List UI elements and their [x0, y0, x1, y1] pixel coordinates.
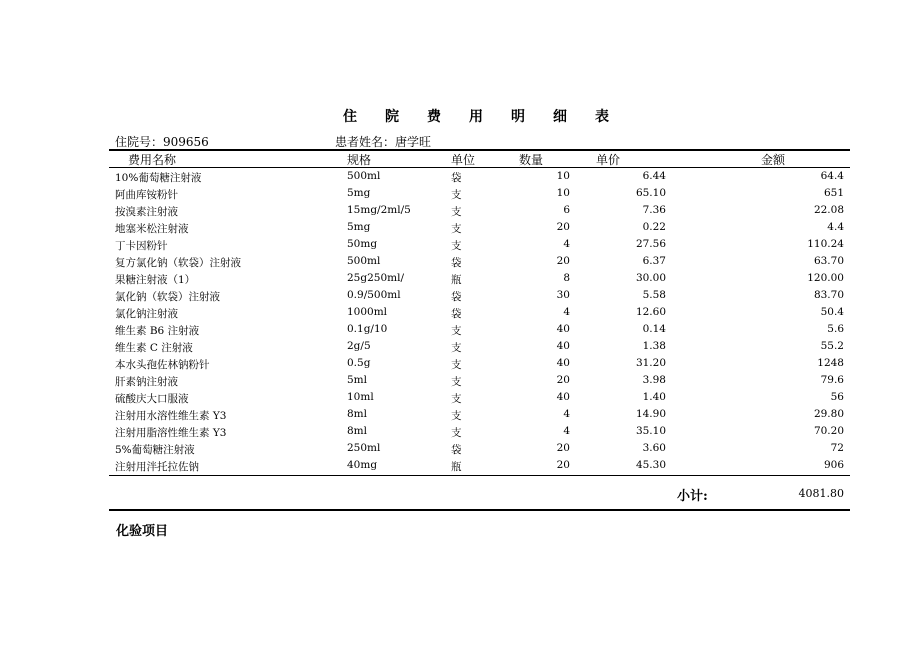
fee-qty: 40: [556, 357, 570, 369]
fee-spec: 0.1g/10: [347, 323, 388, 335]
fee-spec: 1000ml: [347, 306, 388, 318]
fee-name: 丁卡因粉针: [115, 240, 168, 252]
fee-qty: 20: [556, 255, 570, 267]
table-row: [109, 459, 850, 476]
fee-unit: 支: [451, 393, 462, 405]
fee-price: 45.30: [635, 459, 666, 471]
hospital-number: 住院号：909656: [115, 135, 209, 149]
fee-spec: 500ml: [347, 255, 381, 267]
fee-qty: 4: [563, 238, 570, 250]
fee-price: 0.22: [642, 221, 666, 233]
lab-items-section-title: 化验项目: [116, 524, 169, 539]
table-row: [109, 170, 850, 187]
fee-unit: 支: [451, 427, 462, 439]
fee-name: 复方氯化钠（软袋）注射液: [115, 257, 241, 269]
header-top-rule: [109, 149, 850, 151]
table-row: [109, 391, 850, 408]
fee-name: 5%葡萄糖注射液: [115, 444, 195, 456]
fee-name: 维生素 B6 注射液: [115, 325, 200, 337]
fee-amount: 63.70: [813, 255, 844, 267]
table-row: [109, 442, 850, 459]
fee-unit: 袋: [451, 444, 462, 456]
fee-unit: 袋: [451, 291, 462, 303]
fee-unit: 支: [451, 410, 462, 422]
fee-name: 硫酸庆大口服液: [115, 393, 189, 405]
fee-qty: 40: [556, 391, 570, 403]
fee-name: 肝素钠注射液: [115, 376, 178, 388]
fee-name: 10%葡萄糖注射液: [115, 172, 202, 184]
fee-spec: 0.5g: [347, 357, 371, 369]
table-row: [109, 289, 850, 306]
fee-amount: 5.6: [827, 323, 844, 335]
header-price: 单价: [596, 153, 621, 167]
fee-amount: 4.4: [827, 221, 844, 233]
fee-price: 27.56: [635, 238, 666, 250]
fee-qty: 20: [556, 442, 570, 454]
fee-amount: 79.6: [820, 374, 844, 386]
table-row: [109, 187, 850, 204]
fee-unit: 支: [451, 342, 462, 354]
fee-unit: 瓶: [451, 274, 462, 286]
fee-qty: 10: [556, 187, 570, 199]
fee-qty: 4: [563, 408, 570, 420]
header-spec: 规格: [347, 153, 372, 167]
fee-unit: 支: [451, 359, 462, 371]
fee-qty: 20: [556, 374, 570, 386]
fee-spec: 50mg: [347, 238, 378, 250]
fee-price: 3.98: [642, 374, 666, 386]
fee-qty: 4: [563, 425, 570, 437]
fee-spec: 0.9/500ml: [347, 289, 401, 301]
table-row: [109, 374, 850, 391]
table-row: [109, 221, 850, 238]
fee-name: 氯化钠（软袋）注射液: [115, 291, 220, 303]
fee-qty: 10: [556, 170, 570, 182]
fee-amount: 70.20: [813, 425, 844, 437]
fee-spec: 5mg: [347, 221, 371, 233]
table-row: [109, 255, 850, 272]
header-unit: 单位: [451, 153, 476, 167]
table-row: [109, 306, 850, 323]
fee-spec: 250ml: [347, 442, 381, 454]
fee-spec: 2g/5: [347, 340, 371, 352]
subtotal-rule: [109, 509, 850, 511]
fee-qty: 8: [563, 272, 570, 284]
fee-name: 注射用泮托拉佐钠: [115, 461, 199, 473]
table-row: [109, 323, 850, 340]
fee-amount: 72: [830, 442, 844, 454]
fee-price: 14.90: [635, 408, 666, 420]
fee-spec: 15mg/2ml/5: [347, 204, 411, 216]
fee-unit: 支: [451, 189, 462, 201]
page-title: 住院费用明细表: [343, 109, 637, 125]
table-row: [109, 408, 850, 425]
fee-amount: 906: [823, 459, 844, 471]
fee-price: 12.60: [635, 306, 666, 318]
fee-name: 维生素 C 注射液: [115, 342, 193, 354]
table-row: [109, 204, 850, 221]
fee-unit: 支: [451, 223, 462, 235]
fee-spec: 40mg: [347, 459, 378, 471]
fee-unit: 袋: [451, 308, 462, 320]
fee-unit: 支: [451, 206, 462, 218]
fee-price: 5.58: [642, 289, 666, 301]
fee-price: 35.10: [635, 425, 666, 437]
table-row: [109, 357, 850, 374]
fee-spec: 500ml: [347, 170, 381, 182]
fee-price: 6.44: [642, 170, 666, 182]
fee-name: 注射用脂溶性维生素 Y3: [115, 427, 227, 439]
fee-name: 果糖注射液（1）: [115, 274, 196, 286]
fee-spec: 10ml: [347, 391, 374, 403]
fee-qty: 40: [556, 340, 570, 352]
fee-unit: 支: [451, 325, 462, 337]
header-amount: 金额: [761, 153, 786, 167]
fee-name: 地塞米松注射液: [115, 223, 189, 235]
fee-name: 阿曲库铵粉针: [115, 189, 178, 201]
fee-price: 0.14: [642, 323, 666, 335]
fee-amount: 22.08: [813, 204, 844, 216]
fee-amount: 64.4: [820, 170, 844, 182]
fee-price: 3.60: [642, 442, 666, 454]
fee-name: 氯化钠注射液: [115, 308, 178, 320]
subtotal-label: 小计:: [677, 489, 708, 504]
fee-amount: 83.70: [813, 289, 844, 301]
fee-amount: 120.00: [807, 272, 844, 284]
table-row: [109, 340, 850, 357]
table-row: [109, 425, 850, 442]
fee-amount: 50.4: [820, 306, 844, 318]
fee-unit: 袋: [451, 257, 462, 269]
fee-spec: 8ml: [347, 408, 367, 420]
fee-amount: 55.2: [820, 340, 844, 352]
fee-qty: 4: [563, 306, 570, 318]
table-row: [109, 238, 850, 255]
fee-price: 6.37: [642, 255, 666, 267]
fee-unit: 支: [451, 376, 462, 388]
fee-qty: 6: [563, 204, 570, 216]
fee-amount: 110.24: [807, 238, 844, 250]
subtotal-value: 4081.80: [798, 487, 844, 500]
fee-qty: 30: [556, 289, 570, 301]
table-bottom-rule: [109, 475, 850, 476]
fee-qty: 40: [556, 323, 570, 335]
fee-amount: 29.80: [813, 408, 844, 420]
fee-unit: 支: [451, 240, 462, 252]
fee-price: 30.00: [635, 272, 666, 284]
fee-price: 1.40: [642, 391, 666, 403]
fee-name: 本水头孢佐林钠粉针: [115, 359, 210, 371]
fee-spec: 5ml: [347, 374, 367, 386]
fee-qty: 20: [556, 221, 570, 233]
fee-name: 注射用水溶性维生素 Y3: [115, 410, 227, 422]
fee-qty: 20: [556, 459, 570, 471]
patient-name: 患者姓名：唐学旺: [335, 135, 432, 149]
fee-spec: 8ml: [347, 425, 367, 437]
fee-spec: 5mg: [347, 187, 371, 199]
fee-price: 65.10: [635, 187, 666, 199]
fee-name: 按溴素注射液: [115, 206, 178, 218]
fee-price: 7.36: [642, 204, 666, 216]
fee-amount: 651: [823, 187, 844, 199]
header-bottom-rule: [109, 167, 850, 168]
header-qty: 数量: [519, 153, 544, 167]
fee-spec: 25g250ml/: [347, 272, 404, 284]
fee-price: 1.38: [642, 340, 666, 352]
fee-price: 31.20: [635, 357, 666, 369]
table-row: [109, 272, 850, 289]
fee-unit: 瓶: [451, 461, 462, 473]
header-name: 费用名称: [128, 153, 177, 167]
fee-unit: 袋: [451, 172, 462, 184]
fee-amount: 1248: [817, 357, 844, 369]
fee-amount: 56: [830, 391, 844, 403]
